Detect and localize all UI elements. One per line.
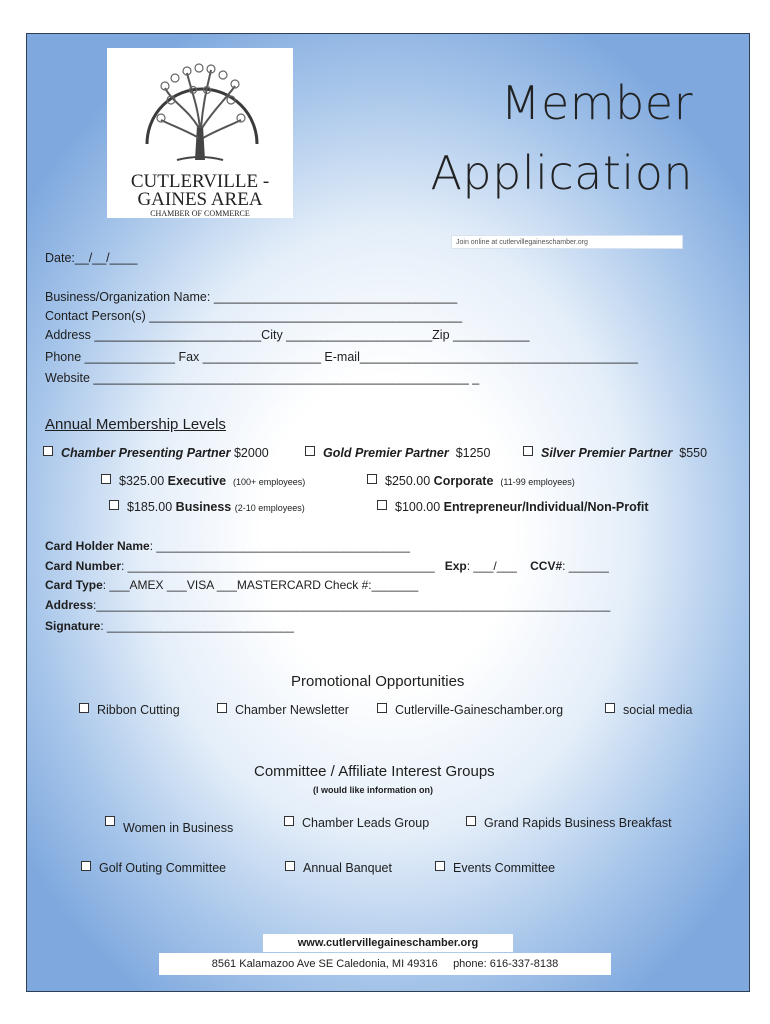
footer-contact: 8561 Kalamazoo Ave SE Caledonia, MI 49316 phone: 616-337-8138 [159,953,611,975]
committee-events[interactable]: Events Committee [435,861,555,875]
membership-heading: Annual Membership Levels [45,416,226,433]
committee-chamber-leads-group[interactable]: Chamber Leads Group [284,816,429,830]
date-field[interactable]: Date:__/__/____ [45,251,138,265]
promo-ribbon-cutting[interactable]: Ribbon Cutting [79,703,180,717]
checkbox-icon[interactable] [217,703,227,713]
checkbox-icon[interactable] [101,474,111,484]
level-entrepreneur[interactable]: $100.00 Entrepreneur/Individual/Non-Profit [377,500,649,514]
contact-person-field[interactable]: Contact Person(s) _____________________________________________ [45,309,463,323]
tree-logo-icon [107,48,293,218]
business-name-field[interactable]: Business/Organization Name: ___________________________________ [45,290,458,304]
checkbox-icon[interactable] [284,816,294,826]
address-city-zip-field[interactable]: Address ________________________City _____________________Zip ___________ [45,328,530,342]
checkbox-icon[interactable] [79,703,89,713]
checkbox-icon[interactable] [605,703,615,713]
card-type-field[interactable]: Card Type: ___AMEX ___VISA ___MASTERCARD Check #:_______ [45,578,419,592]
chamber-logo [107,48,293,218]
title-member: Member [500,76,693,130]
card-holder-field[interactable]: Card Holder Name: ______________________________________ [45,539,410,553]
phone-fax-email-field[interactable]: Phone _____________ Fax _________________ E-mail________________________________________ [45,350,638,364]
checkbox-icon[interactable] [377,500,387,510]
svg-text:CHAMBER OF COMMERCE: CHAMBER OF COMMERCE [150,209,250,218]
level-executive[interactable]: $325.00 Executive (100+ employees) [101,474,305,488]
committee-women-in-business[interactable]: Women in Business [105,816,233,835]
level-business[interactable]: $185.00 Business (2-10 employees) [109,500,305,514]
application-page [26,33,750,992]
checkbox-icon[interactable] [367,474,377,484]
committee-annual-banquet[interactable]: Annual Banquet [285,861,392,875]
committee-grand-rapids-breakfast[interactable]: Grand Rapids Business Breakfast [466,816,672,830]
checkbox-icon[interactable] [523,446,533,456]
checkbox-icon[interactable] [305,446,315,456]
checkbox-icon[interactable] [435,861,445,871]
website-field[interactable]: Website ______________________________________________________ _ [45,371,480,385]
checkbox-icon[interactable] [466,816,476,826]
checkbox-icon[interactable] [285,861,295,871]
promo-social-media[interactable]: social media [605,703,692,717]
title-application: Application [430,146,693,200]
checkbox-icon[interactable] [105,816,115,826]
committee-subheading: (I would like information on) [313,785,433,795]
promo-chamber-newsletter[interactable]: Chamber Newsletter [217,703,349,717]
level-corporate[interactable]: $250.00 Corporate (11-99 employees) [367,474,575,488]
svg-text:GAINES AREA: GAINES AREA [137,189,263,210]
signature-field[interactable]: Signature: ____________________________ [45,619,294,633]
billing-address-field[interactable]: Address:_____________________________________________________________________________ [45,598,611,612]
join-online-note: Join online at cutlervillegaineschamber.org [451,235,683,249]
promo-heading: Promotional Opportunities [291,673,465,690]
checkbox-icon[interactable] [81,861,91,871]
footer-website: www.cutlervillegaineschamber.org [263,934,513,952]
svg-text:CUTLERVILLE -: CUTLERVILLE - [130,171,270,192]
level-silver-premier-partner[interactable]: Silver Premier Partner $550 [523,446,707,460]
committee-golf-outing[interactable]: Golf Outing Committee [81,861,226,875]
checkbox-icon[interactable] [43,446,53,456]
card-number-field[interactable]: Card Number: ______________________________________________ Exp: ___/___ CCV#: ______ [45,559,609,573]
level-chamber-presenting-partner[interactable]: Chamber Presenting Partner $2000 [43,446,269,460]
committee-heading: Committee / Affiliate Interest Groups [254,763,495,780]
level-gold-premier-partner[interactable]: Gold Premier Partner $1250 [305,446,490,460]
promo-website[interactable]: Cutlerville-Gaineschamber.org [377,703,563,717]
checkbox-icon[interactable] [377,703,387,713]
checkbox-icon[interactable] [109,500,119,510]
